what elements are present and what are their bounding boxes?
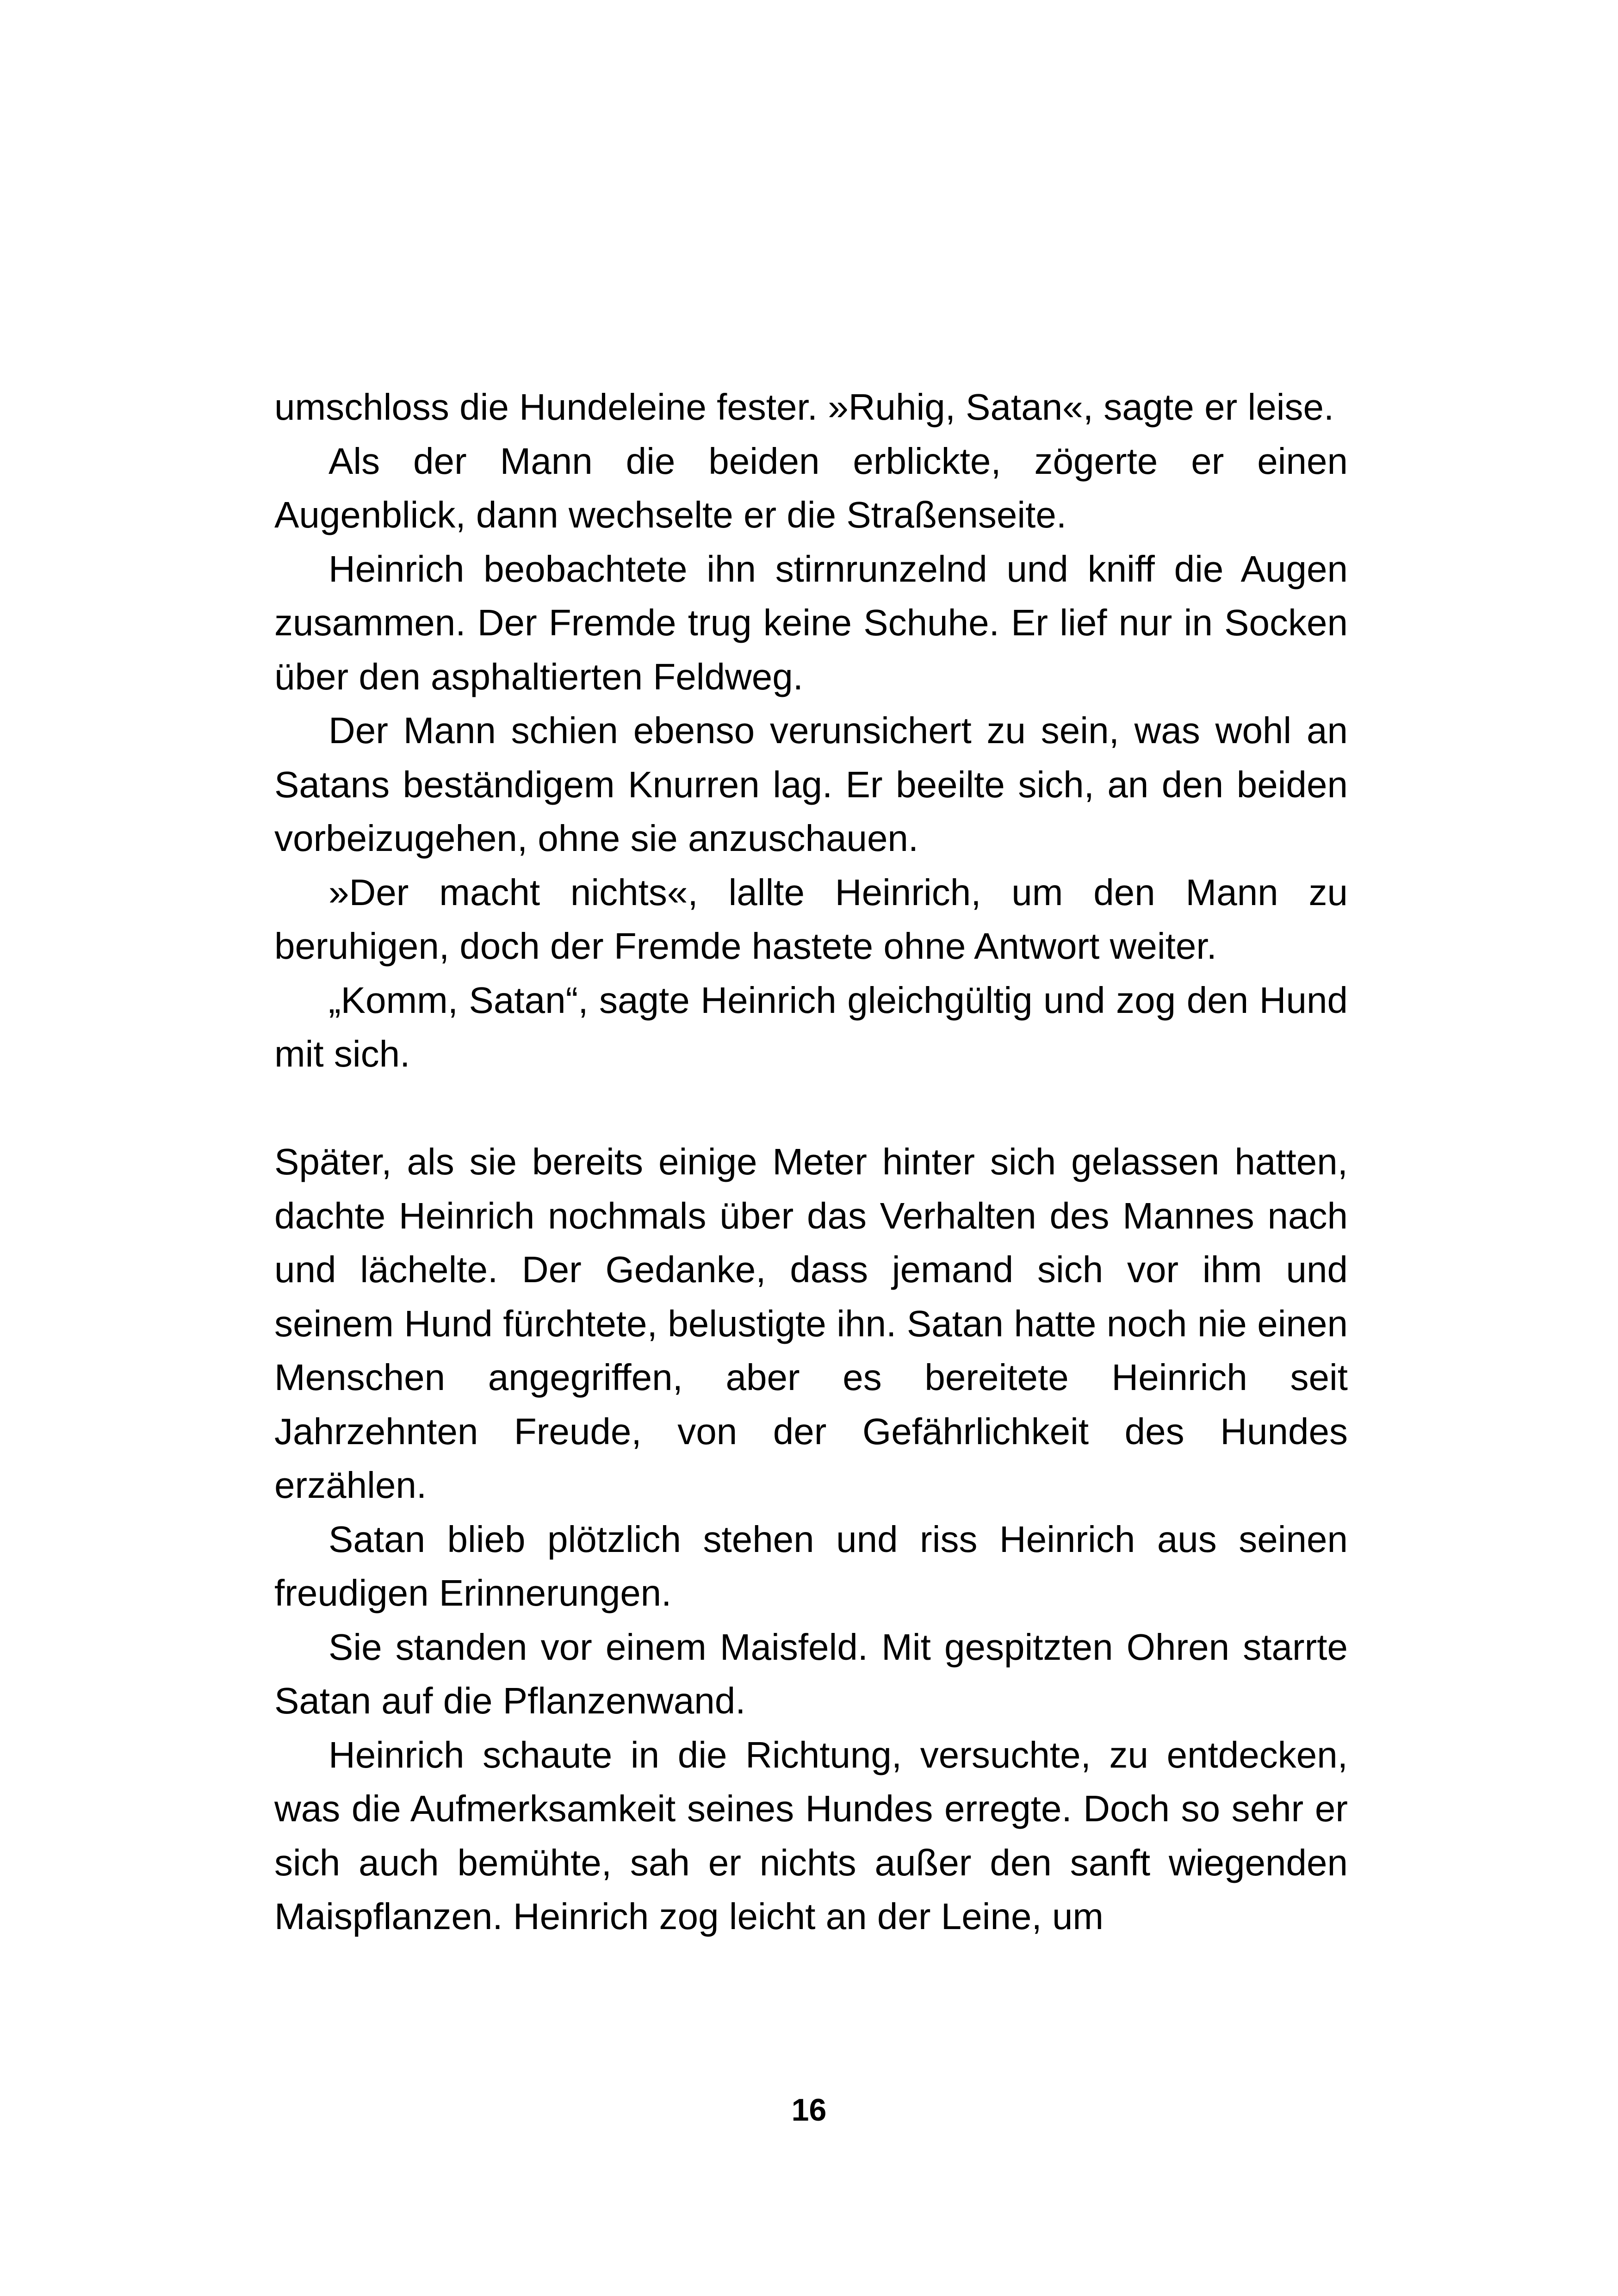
paragraph-8: Satan blieb plötzlich stehen und riss Heinrich aus seinen freudigen Erinnerungen. <box>274 1518 1348 1613</box>
body-text <box>274 380 1348 1944</box>
paragraph-5: »Der macht nichts«, lallte Heinrich, um den Mann zu beruhigen, doch der Fremde hastete ohne Antwort weiter. <box>274 871 1348 967</box>
paragraph-3: Heinrich beobachtete ihn stirnrunzelnd und kniff die Augen zusammen. Der Fremde trug keine Schuhe. Er lief nur in Socken über den asphaltierten Feldweg. <box>274 548 1348 697</box>
paragraph-7: Später, als sie bereits einige Meter hinter sich gelassen hatten, dachte Heinrich nochmals über das Verhalten des Mannes nach und lächelte. Der Gedanke, dass jemand sich vor ihm und seinem Hund fürchtete, belustigte ihn. Satan hatte noch nie einen Menschen angegriffen, aber es bereitete Heinrich seit Jahrzehnten Freude, von der Gefährlichkeit des Hundes erzählen. <box>274 1141 1348 1506</box>
paragraph-9: Sie standen vor einem Maisfeld. Mit gespitzten Ohren starrte Satan auf die Pflanzenwand. <box>274 1626 1348 1721</box>
paragraph-4: Der Mann schien ebenso verunsichert zu sein, was wohl an Satans beständigem Knurren lag. Er beeilte sich, an den beiden vorbeizugehen, ohne sie anzuschauen. <box>274 710 1348 859</box>
paragraph-2: Als der Mann die beiden erblickte, zögerte er einen Augenblick, dann wechselte er die Straßenseite. <box>274 440 1348 535</box>
paragraph-10: Heinrich schaute in die Richtung, versuchte, zu entdecken, was die Aufmerksamkeit seines Hundes erregte. Doch so sehr er sich auch bemühte, sah er nichts außer den sanft wiegenden Maispflanzen. Heinrich zog leicht an der Leine, um <box>274 1734 1348 1937</box>
page-number: 16 <box>791 2092 827 2128</box>
paragraph-6: „Komm, Satan“, sagte Heinrich gleichgültig und zog den Hund mit sich. <box>274 979 1348 1074</box>
paragraph-1: umschloss die Hundeleine fester. »Ruhig, Satan«, sagte er leise. <box>274 386 1334 428</box>
